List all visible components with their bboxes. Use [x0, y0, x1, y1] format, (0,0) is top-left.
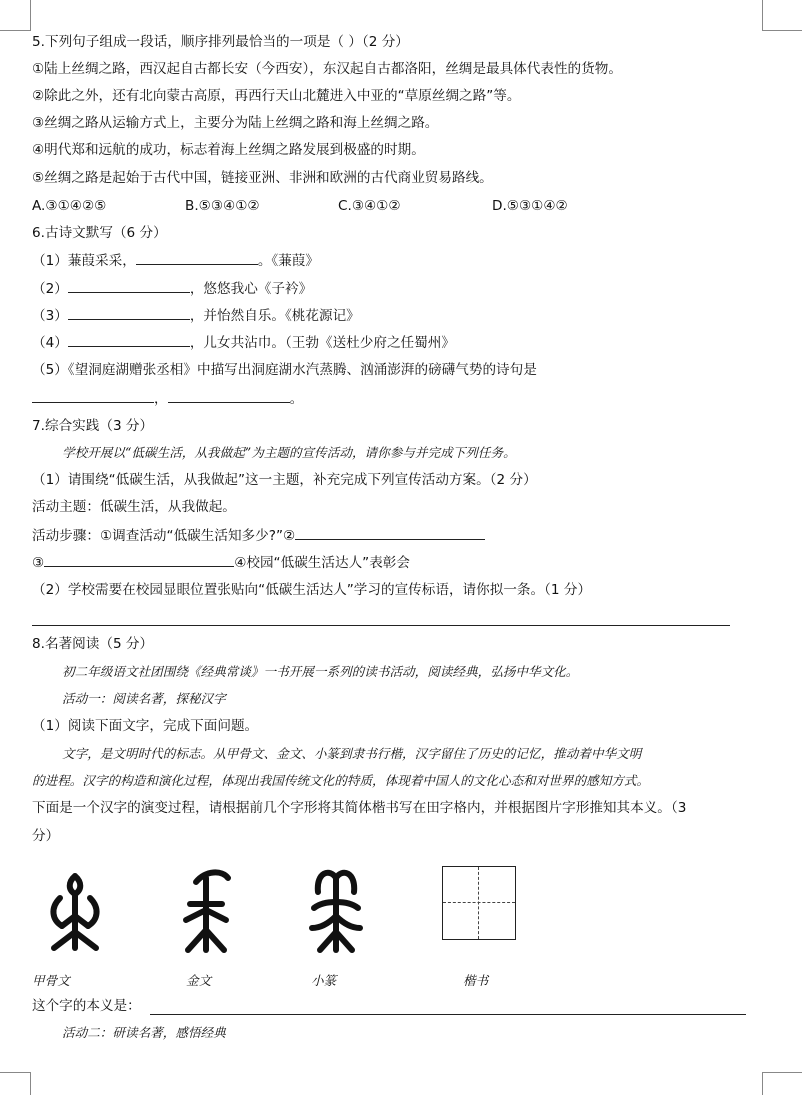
q8-part-1: （1）阅读下面文字，完成下面问题。	[32, 718, 259, 734]
caption-regular-script: 楷书	[463, 973, 489, 988]
q8-passage-line-1: 文字，是文明时代的标志。从甲骨文、金文、小篆到隶书行楷，汉字留住了历史的记忆，推动着中华文明	[62, 746, 642, 761]
q6-line-1-suffix: 。《蒹葭》	[257, 253, 319, 269]
q6-line-1-prefix: （1）蒹葭采采，	[32, 253, 136, 269]
small-seal-glyph-image	[306, 862, 366, 954]
q5-stem: 5.下列句子组成一段话，顺序排列最恰当的一项是（ ）（2 分）	[32, 34, 409, 50]
q6-line-1	[32, 250, 319, 271]
q7-part-1: （1）请围绕“低碳生活，从我做起”这一主题，补充完成下列宣传活动方案。（2 分）	[32, 472, 537, 488]
answer-blank[interactable]	[44, 552, 234, 567]
answer-blank[interactable]	[68, 278, 190, 293]
q6-line-2	[32, 278, 312, 299]
answer-blank[interactable]	[32, 388, 154, 403]
q5-sentence-4: ④明代郑和远航的成功，标志着海上丝绸之路发展到极盛的时期。	[32, 142, 425, 158]
q6-line-4	[32, 332, 455, 353]
tianzige-box[interactable]	[442, 866, 516, 940]
oracle-bone-glyph-image	[40, 868, 110, 952]
caption-small-seal: 小篆	[311, 973, 337, 988]
q7-step-3-label: ③	[32, 555, 45, 571]
q8-passage-line-2: 的进程。汉字的构造和演化过程，体现出我国传统文化的特质，体现着中国人的文化心态和对世界的感知方式。	[32, 773, 650, 788]
q5-sentence-2: ②除此之外，还有北向蒙古高原，再西行天山北麓进入中亚的“草原丝绸之路”等。	[32, 88, 521, 104]
bronze-glyph-image	[176, 864, 236, 954]
crop-mark-top-left	[0, 0, 31, 31]
q6-line-2-prefix: （2）	[32, 281, 68, 297]
answer-line[interactable]	[32, 625, 730, 626]
q5-option-a: A.③①④②⑤	[32, 198, 107, 214]
answer-blank[interactable]	[68, 305, 190, 320]
answer-blank[interactable]	[136, 250, 258, 265]
q6-line-6-period: 。	[289, 391, 304, 407]
q5-sentence-1: ①陆上丝绸之路，西汉起自古都长安（今西安），东汉起自古都洛阳，丝绸是最具体代表性的货物。	[32, 61, 622, 77]
q8-stem: 8.名著阅读（5 分）	[32, 636, 154, 652]
q8-passage-line-3: 下面是一个汉字的演变过程，请根据前几个字形将其简体楷书写在田字格内，并根据图片字形推知其本义。（3	[32, 800, 687, 816]
q6-line-4-suffix: ，儿女共沾巾。（王勃《送杜少府之任蜀州》	[189, 335, 455, 351]
q5-sentence-5: ⑤丝绸之路是起始于古代中国，链接亚洲、非洲和欧洲的古代商业贸易路线。	[32, 170, 493, 186]
q7-stem: 7.综合实践（3 分）	[32, 418, 154, 434]
q6-line-6	[32, 388, 303, 409]
q8-intro: 初二年级语文社团围绕《经典常谈》一书开展一系列的读书活动，阅读经典，弘扬中华文化。	[62, 664, 579, 679]
q6-line-6-comma: ，	[154, 391, 168, 407]
q6-stem: 6.古诗文默写（6 分）	[32, 225, 167, 241]
q6-line-3-suffix: ，并怡然自乐。《桃花源记》	[189, 308, 360, 324]
q5-option-d: D.⑤③①④②	[492, 198, 568, 214]
q6-line-5: （5）《望洞庭湖赠张丞相》中描写出洞庭湖水汽蒸腾、汹涌澎湃的磅礴气势的诗句是	[32, 362, 537, 378]
answer-line[interactable]	[150, 1014, 746, 1015]
q7-theme: 活动主题：低碳生活，从我做起。	[32, 499, 236, 515]
answer-blank[interactable]	[68, 332, 190, 347]
caption-bronze: 金文	[186, 973, 212, 988]
caption-oracle-bone: 甲骨文	[32, 973, 70, 988]
q7-steps-text: 活动步骤：①调查活动“低碳生活知多少?”②	[32, 528, 296, 544]
q6-line-3-prefix: （3）	[32, 308, 68, 324]
q5-sentence-3: ③丝绸之路从运输方式上，主要分为陆上丝绸之路和海上丝绸之路。	[32, 115, 439, 131]
q7-step-4: ④校园“低碳生活达人”表彰会	[234, 555, 410, 571]
crop-mark-top-right	[762, 0, 802, 31]
tianzige-horizontal-dash	[443, 902, 515, 903]
crop-mark-bottom-left	[0, 1072, 31, 1095]
q5-option-b: B.⑤③④①②	[185, 198, 260, 214]
answer-blank[interactable]	[295, 525, 485, 540]
q8-meaning-label: 这个字的本义是：	[32, 998, 141, 1014]
q7-steps	[32, 525, 485, 546]
q7-steps-cont	[32, 552, 410, 573]
q6-line-2-suffix: ，悠悠我心《子衿》	[189, 281, 313, 297]
q6-line-3	[32, 305, 360, 326]
q8-activity-1: 活动一：阅读名著，探秘汉字	[62, 691, 226, 706]
q7-intro: 学校开展以“低碳生活，从我做起”为主题的宣传活动，请你参与并完成下列任务。	[62, 445, 516, 460]
q8-passage-line-4: 分）	[32, 828, 60, 844]
tianzige-vertical-dash	[478, 867, 479, 939]
crop-mark-bottom-right	[762, 1072, 802, 1095]
q5-option-c: C.③④①②	[338, 198, 401, 214]
q8-activity-2: 活动二：研读名著，感悟经典	[62, 1025, 226, 1040]
q6-line-4-prefix: （4）	[32, 335, 68, 351]
answer-blank[interactable]	[168, 388, 290, 403]
q7-part-2: （2）学校需要在校园显眼位置张贴向“低碳生活达人”学习的宣传标语，请你拟一条。（1 分）	[32, 582, 592, 598]
